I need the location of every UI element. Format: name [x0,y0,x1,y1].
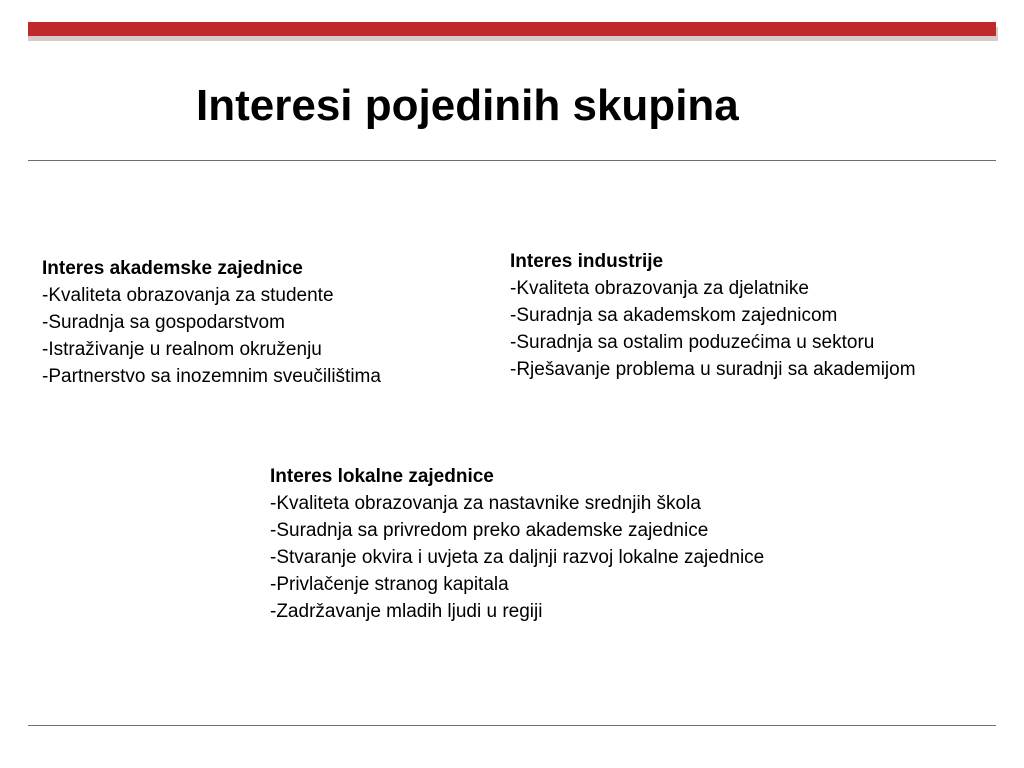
academic-interest-heading: Interes akademske zajednice [42,258,303,279]
local-community-interest-item: -Kvaliteta obrazovanja za nastavnike srednjih škola [270,493,701,514]
academic-interest-item: -Kvaliteta obrazovanja za studente [42,285,334,306]
local-community-interest-heading: Interes lokalne zajednice [270,466,494,487]
local-community-interest-item: -Suradnja sa privredom preko akademske zajednice [270,520,709,541]
industry-interest-item: -Suradnja sa akademskom zajednicom [510,305,838,326]
local-community-interest-block [270,463,764,625]
academic-interest-item: -Partnerstvo sa inozemnim sveučilištima [42,366,381,387]
local-community-interest-item: -Privlačenje stranog kapitala [270,574,509,595]
local-community-interest-item: -Stvaranje okvira i uvjeta za daljnji razvoj lokalne zajednice [270,547,765,568]
footer-divider [28,725,996,726]
industry-interest-item: -Kvaliteta obrazovanja za djelatnike [510,278,809,299]
title-divider [28,160,996,161]
industry-interest-item: -Suradnja sa ostalim poduzećima u sektoru [510,332,875,353]
industry-interest-item: -Rješavanje problema u suradnji sa akademijom [510,359,916,380]
academic-interest-item: -Suradnja sa gospodarstvom [42,312,285,333]
header-accent-bar [28,22,996,36]
industry-interest-heading: Interes industrije [510,251,664,272]
industry-interest-block [510,248,916,383]
academic-interest-block [42,255,381,390]
academic-interest-item: -Istraživanje u realnom okruženju [42,339,322,360]
slide-title: Interesi pojedinih skupina [196,81,739,130]
local-community-interest-item: -Zadržavanje mladih ljudi u regiji [270,601,543,622]
